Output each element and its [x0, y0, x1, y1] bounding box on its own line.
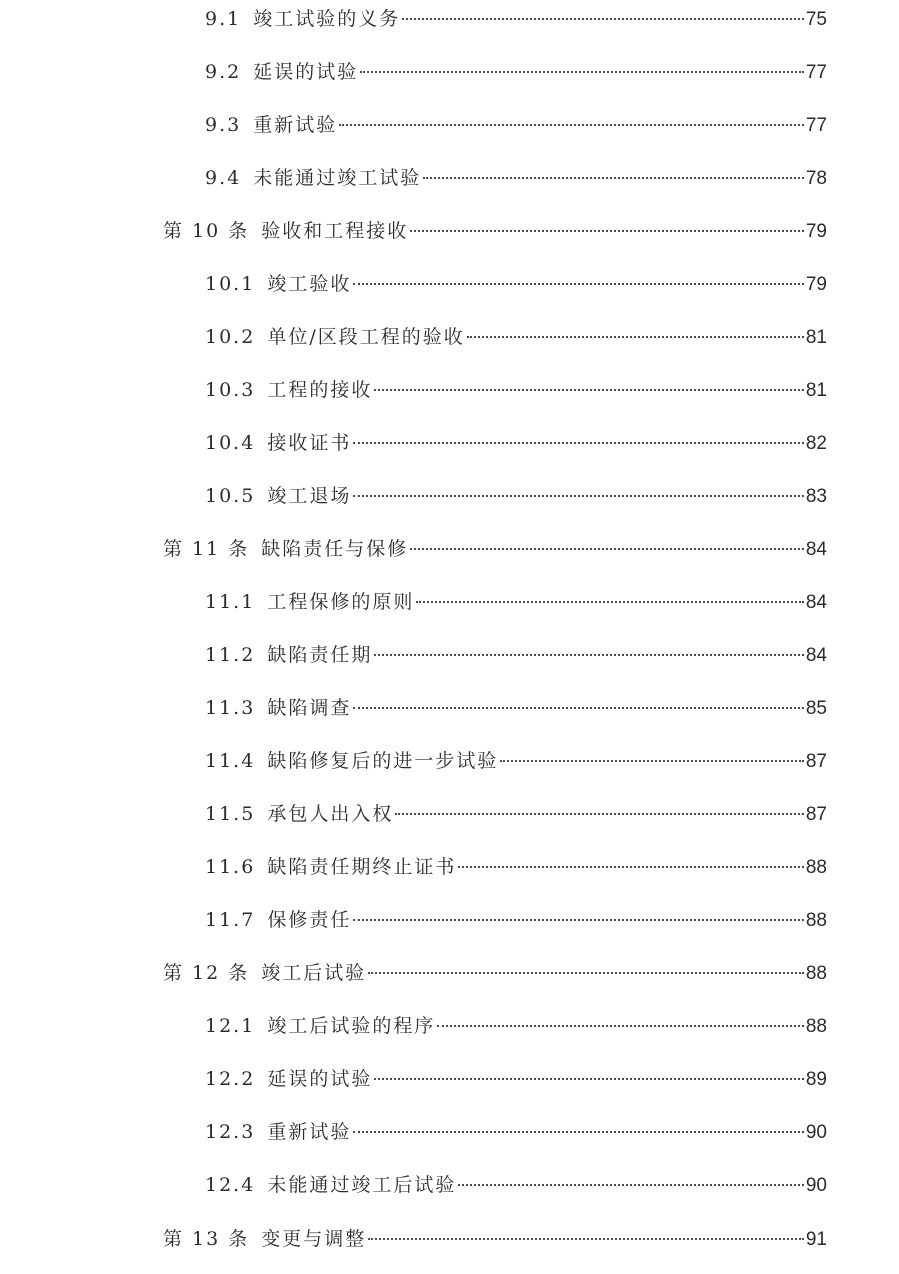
toc-entry-11-4[interactable] — [205, 746, 827, 780]
toc-entry-article-10[interactable] — [163, 216, 827, 250]
toc-title: 承包人出入权 — [267, 803, 394, 825]
toc-title: 竣工后试验的程序 — [267, 1015, 436, 1037]
toc-number: 第 13 条 — [163, 1228, 250, 1250]
toc-entry-article-11[interactable] — [163, 534, 827, 568]
dot-leader — [467, 336, 804, 338]
toc-entry-10-5[interactable] — [205, 481, 827, 515]
toc-entry-10-4[interactable] — [205, 428, 827, 462]
toc-page-number: 88 — [805, 1016, 827, 1037]
toc-title: 接收证书 — [267, 432, 352, 454]
toc-number: 10.3 — [205, 379, 256, 401]
toc-page-number: 79 — [805, 221, 827, 242]
toc-entry-11-5[interactable] — [205, 799, 827, 833]
toc-title: 竣工后试验 — [261, 962, 367, 984]
toc-page-number: 84 — [805, 592, 827, 613]
toc-entry-11-2[interactable] — [205, 640, 827, 674]
toc-entry-9-4[interactable] — [205, 163, 827, 197]
dot-leader — [353, 283, 804, 285]
dot-leader — [410, 548, 804, 550]
toc-number: 10.1 — [205, 273, 256, 295]
toc-title: 缺陷责任与保修 — [261, 538, 409, 560]
toc-number: 12.3 — [205, 1121, 256, 1143]
toc-entry-article-13[interactable] — [163, 1224, 827, 1258]
toc-title: 变更与调整 — [261, 1228, 367, 1250]
toc-title: 验收和工程接收 — [261, 220, 409, 242]
toc-entry-12-3[interactable] — [205, 1117, 827, 1151]
dot-leader — [458, 1184, 804, 1186]
toc-title: 重新试验 — [267, 1121, 352, 1143]
toc-entry-12-2[interactable] — [205, 1064, 827, 1098]
dot-leader — [416, 601, 804, 603]
dot-leader — [360, 71, 804, 73]
toc-page-number: 85 — [805, 698, 827, 719]
toc-page-number: 87 — [805, 751, 827, 772]
toc-page-number: 77 — [805, 62, 827, 83]
toc-number: 10.5 — [205, 485, 256, 507]
toc-page-number: 81 — [805, 327, 827, 348]
toc-entry-11-7[interactable] — [205, 905, 827, 939]
toc-number: 10.4 — [205, 432, 256, 454]
dot-leader — [395, 813, 804, 815]
toc-page-number: 83 — [805, 486, 827, 507]
toc-title: 竣工退场 — [267, 485, 352, 507]
toc-title: 单位/区段工程的验收 — [267, 326, 465, 348]
toc-number: 11.5 — [205, 803, 256, 825]
toc-title: 重新试验 — [253, 114, 338, 136]
toc-title: 工程的接收 — [267, 379, 373, 401]
toc-entry-11-1[interactable] — [205, 587, 827, 621]
dot-leader — [353, 442, 804, 444]
toc-number: 11.1 — [205, 591, 256, 613]
toc-title: 保修责任 — [267, 909, 352, 931]
dot-leader — [353, 1131, 804, 1133]
toc-page-number: 81 — [805, 380, 827, 401]
toc-page-number: 90 — [805, 1122, 827, 1143]
dot-leader — [500, 760, 804, 762]
toc-title: 工程保修的原则 — [267, 591, 415, 613]
toc-entry-11-3[interactable] — [205, 693, 827, 727]
toc-title: 延误的试验 — [253, 61, 359, 83]
toc-entry-10-1[interactable] — [205, 269, 827, 303]
toc-number: 第 10 条 — [163, 220, 250, 242]
toc-page-number: 75 — [805, 9, 827, 30]
toc-number: 第 11 条 — [163, 538, 250, 560]
toc-number: 12.4 — [205, 1174, 256, 1196]
toc-title: 延误的试验 — [267, 1068, 373, 1090]
toc-number: 第 12 条 — [163, 962, 250, 984]
dot-leader — [353, 707, 804, 709]
dot-leader — [374, 1078, 804, 1080]
toc-page-number: 91 — [805, 1229, 827, 1250]
toc-number: 9.3 — [205, 114, 242, 136]
dot-leader — [402, 18, 804, 20]
toc-title: 未能通过竣工试验 — [253, 167, 422, 189]
dot-leader — [353, 919, 804, 921]
toc-title: 未能通过竣工后试验 — [267, 1174, 457, 1196]
dot-leader — [374, 654, 804, 656]
toc-entry-12-4[interactable] — [205, 1170, 827, 1204]
toc-number: 12.1 — [205, 1015, 256, 1037]
toc-page-number: 84 — [805, 645, 827, 666]
toc-entry-9-1[interactable] — [205, 4, 827, 38]
toc-title: 竣工试验的义务 — [253, 8, 401, 30]
toc-entry-9-2[interactable] — [205, 57, 827, 91]
toc-title: 缺陷责任期 — [267, 644, 373, 666]
toc-title: 缺陷调查 — [267, 697, 352, 719]
toc-number: 11.7 — [205, 909, 256, 931]
toc-page-number: 88 — [805, 857, 827, 878]
toc-page-number: 89 — [805, 1069, 827, 1090]
toc-number: 11.4 — [205, 750, 256, 772]
dot-leader — [374, 389, 804, 391]
toc-page-number: 84 — [805, 539, 827, 560]
dot-leader — [458, 866, 804, 868]
toc-number: 9.1 — [205, 8, 242, 30]
toc-page-number: 82 — [805, 433, 827, 454]
dot-leader — [437, 1025, 804, 1027]
dot-leader — [339, 124, 804, 126]
toc-entry-10-3[interactable] — [205, 375, 827, 409]
dot-leader — [368, 972, 804, 974]
toc-number: 11.2 — [205, 644, 256, 666]
toc-page-number: 87 — [805, 804, 827, 825]
dot-leader — [410, 230, 804, 232]
toc-page-number: 88 — [805, 963, 827, 984]
dot-leader — [353, 495, 804, 497]
toc-title: 缺陷修复后的进一步试验 — [267, 750, 499, 772]
toc-title: 竣工验收 — [267, 273, 352, 295]
toc-entry-10-2[interactable] — [205, 322, 827, 356]
toc-entry-9-3[interactable] — [205, 110, 827, 144]
toc-page-number: 88 — [805, 910, 827, 931]
toc-page-number: 77 — [805, 115, 827, 136]
toc-number: 9.4 — [205, 167, 242, 189]
toc-page-number: 79 — [805, 274, 827, 295]
toc-number: 11.6 — [205, 856, 256, 878]
dot-leader — [368, 1238, 804, 1240]
toc-title: 缺陷责任期终止证书 — [267, 856, 457, 878]
toc-entry-article-12[interactable] — [163, 958, 827, 992]
toc-number: 10.2 — [205, 326, 256, 348]
toc-page-number: 90 — [805, 1175, 827, 1196]
toc-entry-11-6[interactable] — [205, 852, 827, 886]
toc-number: 11.3 — [205, 697, 256, 719]
toc-page-number: 78 — [805, 168, 827, 189]
toc-number: 12.2 — [205, 1068, 256, 1090]
toc-number: 9.2 — [205, 61, 242, 83]
dot-leader — [423, 177, 804, 179]
toc-entry-12-1[interactable] — [205, 1011, 827, 1045]
